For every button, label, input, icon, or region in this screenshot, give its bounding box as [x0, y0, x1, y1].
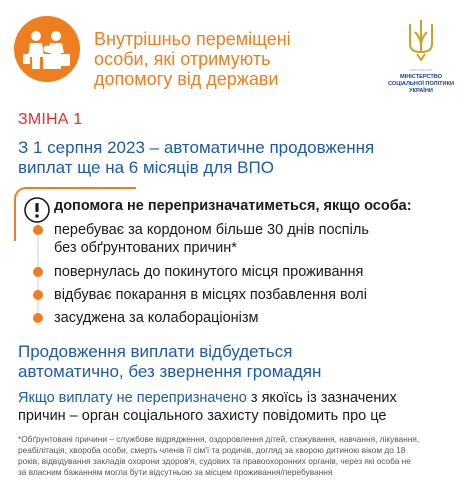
conditions-box — [14, 187, 451, 327]
title-line: особи, які отримують — [94, 49, 271, 69]
footnote — [18, 434, 454, 478]
ministry-name-line: СОЦІАЛЬНОЇ ПОЛІТИКИ — [387, 81, 455, 87]
page-title — [94, 29, 364, 89]
title-line: допомогу від держави — [94, 69, 279, 89]
ministry-name-line: МІНІСТЕРСТВО — [399, 74, 442, 80]
exclamation-icon — [22, 195, 52, 225]
condition-line: відбуває покарання в місцях позбавлення волі — [54, 287, 367, 303]
footnote-line: за власним бажанням могла бути відсутньою за місцем проживання/перебування — [18, 467, 333, 477]
trident-icon — [406, 18, 436, 64]
footnote-line: *Обґрунтовані причини – службове відрядження, оздоровлення дітей, стажування, навчання, лікування, — [18, 434, 420, 444]
auto-note-line: автоматично, без звернення громадян — [18, 362, 322, 381]
title-line: Внутрішньо переміщені — [94, 29, 291, 49]
condition-line: повернулась до покинутого місця проживання — [54, 264, 364, 280]
notice-line2: причин – орган соціального захисту повідомить про це — [18, 408, 387, 424]
conditions-lead: допомога не перепризначатиметься, якщо особа: — [54, 198, 412, 214]
bullet-dot — [33, 290, 43, 300]
footnote-line: років, відвідування закладів охорони здоров'я, судових та правоохоронних органів, через які особа не — [18, 456, 411, 466]
ministry-logo — [386, 18, 456, 128]
notice — [18, 389, 397, 425]
condition-item — [54, 221, 369, 257]
ministry-name — [386, 74, 456, 95]
auto-note — [18, 342, 321, 382]
notice-highlight: Якщо виплату не перепризначено — [18, 390, 247, 406]
ministry-name-line: УКРАЇНИ — [409, 88, 433, 94]
footnote-line: реабілітація, хвороба особи, смерть членів її сім'ї та родичів, догляд за хворою дитиною віком до 18 — [18, 445, 406, 455]
bullet-dot — [33, 267, 43, 277]
bullet-dot — [33, 313, 43, 323]
condition-item — [54, 263, 363, 281]
bullet-dot — [33, 225, 43, 235]
headline-line: виплат ще на 6 місяців для ВПО — [18, 158, 274, 177]
condition-line: перебуває за кордоном більше 30 днів поспіль — [54, 222, 369, 238]
headline-line: З 1 серпня 2023 – автоматичне продовження — [18, 138, 375, 157]
condition-line: без обґрунтованих причин* — [54, 240, 237, 256]
family-icon — [14, 16, 80, 82]
ministry-tiny-label: МІНІСТЕРСТВО — [409, 68, 433, 72]
headline — [18, 138, 448, 178]
condition-item — [54, 286, 367, 304]
condition-item — [54, 309, 259, 327]
condition-line: засуджена за колабораціонізм — [54, 310, 259, 326]
section-label: ЗМІНА 1 — [18, 111, 83, 128]
notice-rest: з якоїсь із зазначених — [246, 390, 397, 406]
auto-note-line: Продовження виплати відбудеться — [18, 342, 293, 361]
